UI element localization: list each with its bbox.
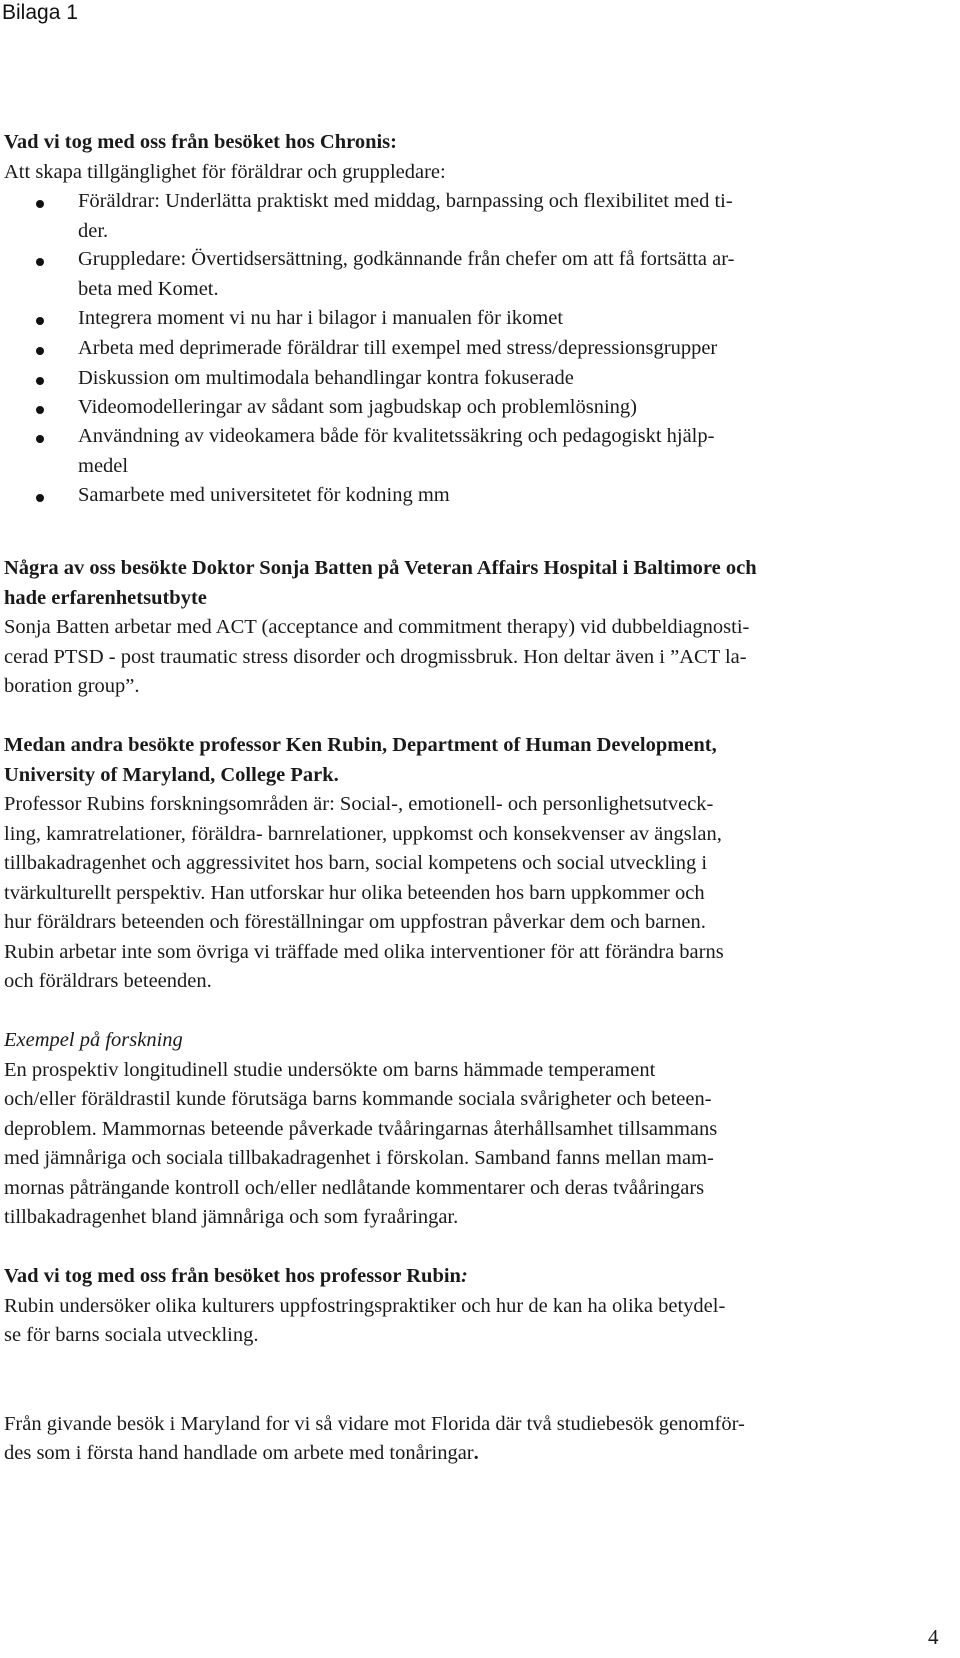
section-intro: Att skapa tillgänglighet för föräldrar och gruppledare:	[4, 161, 446, 183]
paragraph-line: tillbakadragenhet bland jämnåriga och som fyraåringar.	[4, 1206, 459, 1228]
page-number: 4	[928, 1625, 939, 1649]
paragraph-line: Rubin undersöker olika kulturers uppfostringspraktiker och hur de kan ha olika betydel-	[4, 1295, 726, 1317]
section-heading-italic: Exempel på forskning	[4, 1029, 183, 1051]
bullet-item-line: Användning av videokamera både för kvalitetssäkring och pedagogiskt hjälp-	[78, 425, 715, 447]
bullet-item-line: Integrera moment vi nu har i bilagor i manualen för ikomet	[78, 307, 564, 329]
paragraph-period: .	[473, 1442, 479, 1464]
bullet-icon	[36, 377, 44, 385]
paragraph-line: tillbakadragenhet och aggressivitet hos barn, social kompetens och social utveckling i	[4, 852, 708, 874]
paragraph-line: Rubin arbetar inte som övriga vi träffade med olika interventioner för att förändra barns	[4, 941, 724, 963]
paragraph-line: Från givande besök i Maryland for vi så vidare mot Florida där två studiebesök genomför-	[4, 1413, 745, 1435]
paragraph-line: boration group”.	[4, 675, 140, 697]
section-heading-colon: :	[460, 1265, 468, 1287]
bullet-icon	[36, 347, 44, 355]
paragraph-line: mornas påträngande kontroll och/eller nedlåtande kommentarer och deras tvååringars	[4, 1177, 705, 1199]
paragraph-line: cerad PTSD - post traumatic stress disorder och drogmissbruk. Hon deltar även i ”ACT la-	[4, 646, 747, 668]
section-heading: Medan andra besökte professor Ken Rubin, Department of Human Development,	[4, 734, 717, 756]
paragraph-line: och föräldrars beteenden.	[4, 970, 212, 992]
bullet-item-line: Föräldrar: Underlätta praktiskt med middag, barnpassing och flexibilitet med ti-	[78, 190, 733, 212]
bullet-icon	[36, 258, 44, 266]
bullet-icon	[36, 494, 44, 502]
bullet-item-line: Arbeta med deprimerade föräldrar till exempel med stress/depressionsgrupper	[78, 337, 718, 359]
bullet-item-line: der.	[78, 220, 109, 242]
paragraph-line: tvärkulturellt perspektiv. Han utforskar hur olika beteenden hos barn uppkommer och	[4, 882, 705, 904]
paragraph-line: och/eller föräldrastil kunde förutsäga barns kommande sociala svårigheter och beteen-	[4, 1088, 712, 1110]
paragraph-line: Professor Rubins forskningsområden är: Social-, emotionell- och personlighetsutveck-	[4, 793, 714, 815]
bullet-item-line: medel	[78, 455, 129, 477]
section-heading: hade erfarenhetsutbyte	[4, 587, 207, 609]
bullet-icon	[36, 435, 44, 443]
bullet-icon	[36, 406, 44, 414]
bullet-icon	[36, 317, 44, 325]
section-heading-text: Vad vi tog med oss från besöket hos professor Rubin	[4, 1265, 461, 1287]
bullet-item-line: Diskussion om multimodala behandlingar kontra fokuserade	[78, 367, 574, 389]
paragraph-line: Sonja Batten arbetar med ACT (acceptance and commitment therapy) vid dubbeldiagnosti-	[4, 616, 750, 638]
paragraph-line: se för barns sociala utveckling.	[4, 1324, 259, 1346]
paragraph-line: deproblem. Mammornas beteende påverkade tvååringarnas återhållsamhet tillsammans	[4, 1118, 718, 1140]
bullet-item-line: Videomodelleringar av sådant som jagbudskap och problemlösning)	[78, 396, 637, 418]
paragraph-line: ling, kamratrelationer, föräldra- barnrelationer, uppkomst och konsekvenser av ängslan,	[4, 823, 722, 845]
section-heading: University of Maryland, College Park.	[4, 764, 339, 786]
paragraph-line: med jämnåriga och sociala tillbakadragenhet i förskolan. Samband fanns mellan mam-	[4, 1147, 714, 1169]
paragraph-line: En prospektiv longitudinell studie undersökte om barns hämmade temperament	[4, 1059, 656, 1081]
bullet-item-line: Samarbete med universitetet för kodning mm	[78, 484, 450, 506]
paragraph-line	[4, 1439, 479, 1469]
section-heading: Vad vi tog med oss från besöket hos Chronis:	[4, 131, 397, 153]
paragraph-line-text: des som i första hand handlade om arbete med tonåringar	[4, 1442, 474, 1464]
bullet-item-line: beta med Komet.	[78, 278, 219, 300]
bullet-item-line: Gruppledare: Övertidsersättning, godkännande från chefer om att få fortsätta ar-	[78, 248, 735, 270]
document-header-label: Bilaga 1	[2, 1, 78, 24]
bullet-icon	[36, 200, 44, 208]
section-heading	[4, 1262, 468, 1292]
section-heading: Några av oss besökte Doktor Sonja Batten på Veteran Affairs Hospital i Baltimore och	[4, 557, 757, 579]
paragraph-line: hur föräldrars beteenden och föreställningar om uppfostran påverkar dem och barnen.	[4, 911, 706, 933]
